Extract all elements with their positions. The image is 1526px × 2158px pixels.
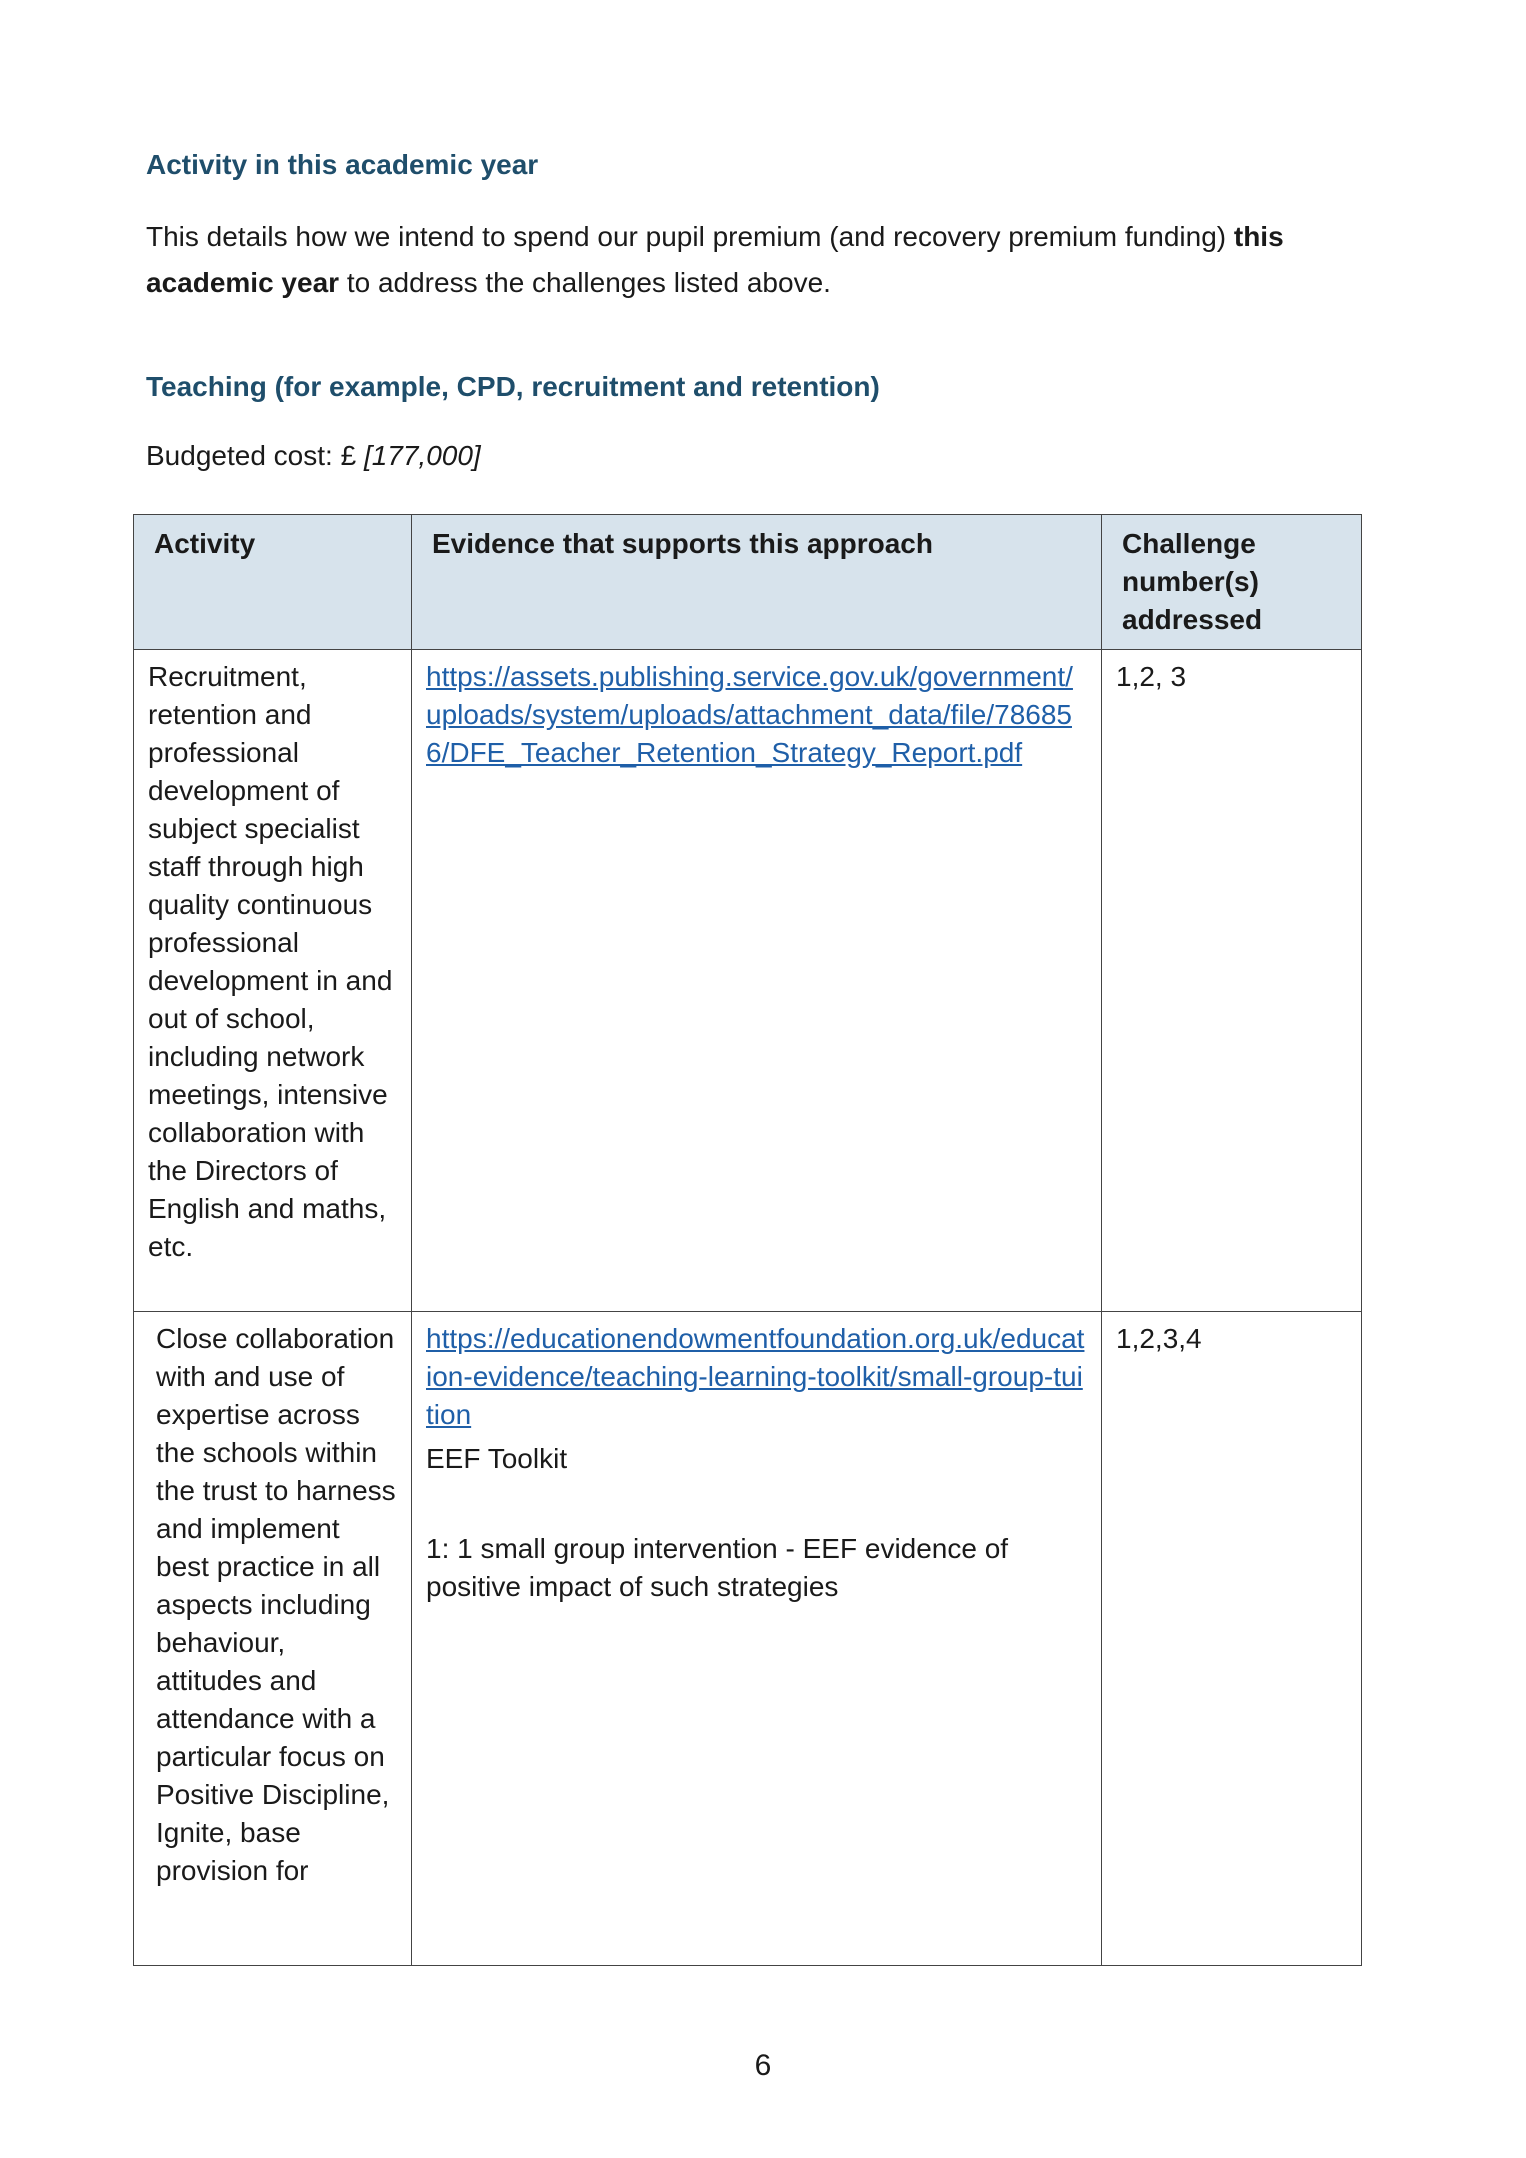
header-activity: Activity	[134, 515, 412, 650]
header-evidence: Evidence that supports this approach	[412, 515, 1102, 650]
evidence-cell	[412, 650, 1102, 1312]
evidence-note: EEF Toolkit	[426, 1443, 568, 1474]
intro-text-start: This details how we intend to spend our pupil premium (and recovery premium funding)	[146, 221, 1234, 252]
activity-cell: Close collaboration with and use of expertise across the schools within the trust to harness and implement best practice in all aspects including behaviour, attitudes and attendance with a particular focus on Positive Discipline, Ignite, base provision for	[134, 1312, 412, 1966]
budget-label: Budgeted cost: £	[146, 440, 364, 471]
evidence-cell	[412, 1312, 1102, 1966]
evidence-detail: 1: 1 small group intervention - EEF evidence of positive impact of such strategies	[426, 1533, 1009, 1602]
budget-value: [177,000]	[363, 440, 481, 471]
activity-table	[133, 514, 1362, 1966]
table-row	[134, 1312, 1362, 1966]
activity-cell: Recruitment, retention and professional development of subject specialist staff through high quality continuous professional development in and out of school, including network meetings, intensive collaboration with the Directors of English and maths, etc.	[134, 650, 412, 1312]
intro-text-end: to address the challenges listed above.	[339, 267, 831, 298]
table-row	[134, 650, 1362, 1312]
table-header-row	[134, 515, 1362, 650]
intro-paragraph	[146, 214, 1366, 306]
section-heading-activity: Activity in this academic year	[146, 149, 539, 180]
budgeted-cost	[146, 438, 481, 474]
challenge-cell: 1,2,3,4	[1102, 1312, 1362, 1966]
evidence-link[interactable]: https://educationendowmentfoundation.org.uk/education-evidence/teaching-learning-toolkit/small-group-tuition	[426, 1323, 1085, 1430]
challenge-cell: 1,2, 3	[1102, 650, 1362, 1312]
intro-bold-text: this academic year	[146, 221, 1284, 298]
section-heading-teaching: Teaching (for example, CPD, recruitment and retention)	[146, 371, 880, 402]
evidence-link[interactable]: https://assets.publishing.service.gov.uk/government/uploads/system/uploads/attachment_data/file/786856/DFE_Teacher_Retention_Strategy_Report.pdf	[426, 661, 1073, 768]
page-number: 6	[754, 2049, 772, 2082]
header-challenge: Challenge number(s) addressed	[1102, 515, 1362, 650]
